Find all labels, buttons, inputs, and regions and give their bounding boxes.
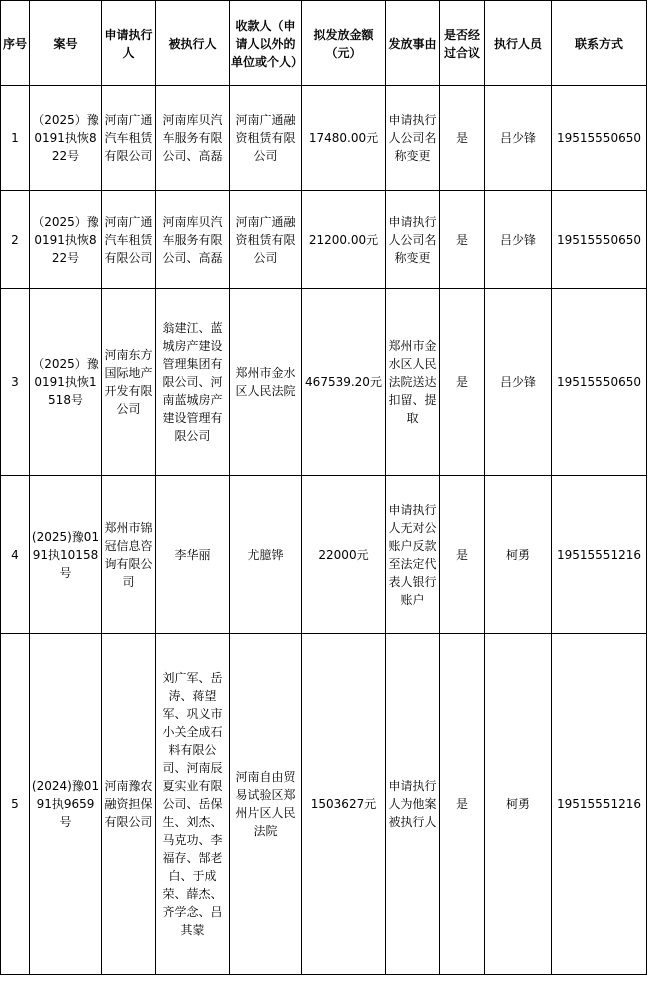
cell-payee: 郑州市金水区人民法院 bbox=[230, 289, 302, 476]
cell-meeting: 是 bbox=[440, 86, 485, 191]
header-meeting: 是否经过合议 bbox=[440, 1, 485, 86]
cell-payee: 尤臆铧 bbox=[230, 476, 302, 634]
cell-applicant: 河南广通汽车租赁有限公司 bbox=[102, 86, 156, 191]
cell-contact: 19515551216 bbox=[552, 476, 647, 634]
cell-meeting: 是 bbox=[440, 476, 485, 634]
header-contact: 联系方式 bbox=[552, 1, 647, 86]
cell-officer: 柯勇 bbox=[485, 476, 552, 634]
cell-reason: 申请执行人公司名称变更 bbox=[386, 86, 440, 191]
header-reason: 发放事由 bbox=[386, 1, 440, 86]
cell-seq: 5 bbox=[1, 634, 30, 975]
cell-applicant: 河南广通汽车租赁有限公司 bbox=[102, 191, 156, 289]
cell-amount: 467539.20元 bbox=[302, 289, 386, 476]
cell-meeting: 是 bbox=[440, 289, 485, 476]
cell-contact: 19515550650 bbox=[552, 289, 647, 476]
cell-seq: 4 bbox=[1, 476, 30, 634]
header-payee: 收款人（申请人以外的单位或个人） bbox=[230, 1, 302, 86]
cell-amount: 22000元 bbox=[302, 476, 386, 634]
table-row bbox=[1, 289, 647, 476]
header-amount: 拟发放金额（元） bbox=[302, 1, 386, 86]
header-row bbox=[1, 1, 647, 86]
cell-respondent: 刘广军、岳涛、蒋望军、巩义市小关全成石料有限公司、河南辰夏实业有限公司、岳保生、刘杰、马克功、李福存、郜老白、于成荣、薛杰、齐学念、吕其蒙 bbox=[156, 634, 230, 975]
cell-applicant: 河南豫农融资担保有限公司 bbox=[102, 634, 156, 975]
cell-meeting: 是 bbox=[440, 191, 485, 289]
cell-applicant: 郑州市锦冠信息咨询有限公司 bbox=[102, 476, 156, 634]
cell-seq: 1 bbox=[1, 86, 30, 191]
cell-officer: 柯勇 bbox=[485, 634, 552, 975]
cell-officer: 吕少锋 bbox=[485, 191, 552, 289]
cell-respondent: 李华丽 bbox=[156, 476, 230, 634]
cell-reason: 申请执行人为他案被执行人 bbox=[386, 634, 440, 975]
cell-reason: 申请执行人无对公账户反款至法定代表人银行账户 bbox=[386, 476, 440, 634]
cell-case-no: （2025）豫0191执恢822号 bbox=[30, 191, 102, 289]
table-row bbox=[1, 86, 647, 191]
cell-payee: 河南广通融资租赁有限公司 bbox=[230, 86, 302, 191]
cell-respondent: 河南库贝汽车服务有限公司、高磊 bbox=[156, 86, 230, 191]
cell-case-no: (2024)豫0191执9659号 bbox=[30, 634, 102, 975]
cell-reason: 申请执行人公司名称变更 bbox=[386, 191, 440, 289]
cell-case-no: （2025）豫0191执恢822号 bbox=[30, 86, 102, 191]
cell-reason: 郑州市金水区人民法院送达扣留、提取 bbox=[386, 289, 440, 476]
header-officer: 执行人员 bbox=[485, 1, 552, 86]
cell-contact: 19515551216 bbox=[552, 634, 647, 975]
header-seq: 序号 bbox=[1, 1, 30, 86]
cell-respondent: 翁建江、蓝城房产建设管理集团有限公司、河南蓝城房产建设管理有限公司 bbox=[156, 289, 230, 476]
header-case-no: 案号 bbox=[30, 1, 102, 86]
cell-amount: 1503627元 bbox=[302, 634, 386, 975]
cell-payee: 河南自由贸易试验区郑州片区人民法院 bbox=[230, 634, 302, 975]
cell-applicant: 河南东方国际地产开发有限公司 bbox=[102, 289, 156, 476]
cell-seq: 3 bbox=[1, 289, 30, 476]
cell-seq: 2 bbox=[1, 191, 30, 289]
cell-amount: 17480.00元 bbox=[302, 86, 386, 191]
cell-respondent: 河南库贝汽车服务有限公司、高磊 bbox=[156, 191, 230, 289]
table-row bbox=[1, 634, 647, 975]
header-respondent: 被执行人 bbox=[156, 1, 230, 86]
cell-officer: 吕少锋 bbox=[485, 289, 552, 476]
header-applicant: 申请执行人 bbox=[102, 1, 156, 86]
cell-case-no: （2025）豫0191执恢1518号 bbox=[30, 289, 102, 476]
cell-officer: 吕少锋 bbox=[485, 86, 552, 191]
table-row bbox=[1, 191, 647, 289]
cell-amount: 21200.00元 bbox=[302, 191, 386, 289]
cell-contact: 19515550650 bbox=[552, 86, 647, 191]
cell-contact: 19515550650 bbox=[552, 191, 647, 289]
cell-payee: 河南广通融资租赁有限公司 bbox=[230, 191, 302, 289]
table-row bbox=[1, 476, 647, 634]
cell-case-no: (2025)豫0191执10158号 bbox=[30, 476, 102, 634]
cell-meeting: 是 bbox=[440, 634, 485, 975]
